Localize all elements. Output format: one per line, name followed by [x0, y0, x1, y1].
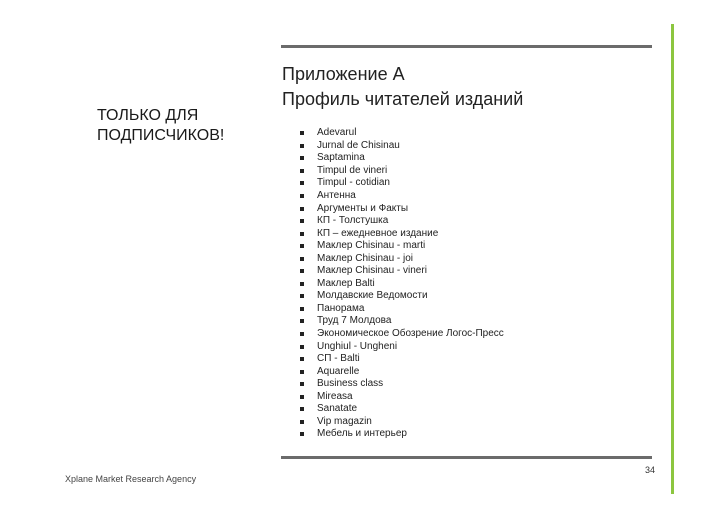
list-item — [300, 215, 504, 228]
bullet-icon — [300, 357, 304, 361]
list-item — [300, 202, 504, 215]
publication-name: Timpul - cotidian — [317, 177, 390, 189]
publication-name: Маклер Balti — [317, 277, 375, 289]
bullet-icon — [300, 382, 304, 386]
bullet-icon — [300, 294, 304, 298]
list-item — [300, 428, 504, 441]
publication-name: Молдавские Ведомости — [317, 290, 428, 302]
publication-name: Aquarelle — [317, 365, 360, 377]
publication-name: Панорама — [317, 302, 365, 314]
page-number: 34 — [645, 465, 656, 475]
bullet-icon — [300, 269, 304, 273]
list-item — [300, 303, 504, 316]
publication-name: Vip magazin — [317, 415, 372, 427]
title-line1: Приложение А — [282, 64, 405, 84]
bullet-icon — [300, 395, 304, 399]
bullet-icon — [300, 282, 304, 286]
publication-name: КП – ежедневное издание — [317, 227, 439, 239]
accent-bar — [671, 24, 674, 494]
publication-name: Mireasa — [317, 390, 353, 402]
publication-name: Труд 7 Молдова — [317, 315, 392, 327]
bullet-icon — [300, 370, 304, 374]
list-item — [300, 353, 504, 366]
list-item — [300, 227, 504, 240]
publication-name: Sanatate — [317, 403, 358, 415]
list-item — [300, 378, 504, 391]
bullet-icon — [300, 219, 304, 223]
bullet-icon — [300, 156, 304, 160]
subscriber-note-line1: ТОЛЬКО ДЛЯ — [97, 107, 199, 124]
title-line2: Профиль читателей изданий — [282, 89, 524, 109]
bullet-icon — [300, 232, 304, 236]
publication-name: Антенна — [317, 190, 356, 201]
list-item — [300, 190, 504, 203]
bullet-icon — [300, 207, 304, 211]
footer-agency: Xplane Market Research Agency — [65, 474, 197, 484]
bottom-divider — [281, 456, 652, 459]
bullet-icon — [300, 144, 304, 148]
list-item — [300, 403, 504, 416]
bullet-icon — [300, 345, 304, 349]
publication-name: Маклер Chisinau - joi — [317, 252, 414, 264]
bullet-icon — [300, 407, 304, 411]
list-item — [300, 290, 504, 303]
publication-name: Мебель и интерьер — [317, 428, 407, 440]
publication-name: Business class — [317, 378, 384, 390]
list-item — [300, 265, 504, 278]
bullet-icon — [300, 257, 304, 261]
list-item — [300, 365, 504, 378]
list-item — [300, 315, 504, 328]
publication-name: Аргументы и Факты — [317, 202, 409, 214]
publication-name: Saptamina — [317, 152, 365, 164]
bullet-icon — [300, 307, 304, 311]
bullet-icon — [300, 432, 304, 436]
bullet-icon — [300, 332, 304, 336]
list-item — [300, 278, 504, 291]
list-item — [300, 340, 504, 353]
list-item — [300, 140, 504, 153]
bullet-icon — [300, 319, 304, 323]
publication-name: Adevarul — [317, 127, 357, 139]
publication-name: Экономическое Обозрение Логос-Пресс — [317, 328, 504, 340]
list-item — [300, 127, 504, 140]
bullet-icon — [300, 194, 304, 198]
publication-name: КП - Толстушка — [317, 215, 389, 227]
publication-name: СП - Balti — [317, 353, 360, 365]
bullet-icon — [300, 181, 304, 185]
subscriber-only-note — [97, 106, 224, 146]
publication-name: Jurnal de Chisinau — [317, 139, 400, 151]
bullet-icon — [300, 244, 304, 248]
list-item — [300, 152, 504, 165]
subscriber-note-line2: ПОДПИСЧИКОВ! — [97, 127, 225, 144]
publication-name: Маклер Chisinau - marti — [317, 240, 426, 252]
publication-name: Unghiul - Ungheni — [317, 340, 398, 352]
publication-name: Маклер Chisinau - vineri — [317, 265, 427, 277]
bullet-icon — [300, 420, 304, 424]
list-item — [300, 240, 504, 253]
top-divider — [281, 45, 652, 48]
publication-name: Timpul de vineri — [317, 164, 388, 176]
list-item — [300, 252, 504, 265]
page-title — [282, 62, 523, 112]
bullet-icon — [300, 131, 304, 135]
list-item — [300, 328, 504, 341]
bullet-icon — [300, 169, 304, 173]
publication-list — [300, 127, 504, 441]
list-item — [300, 177, 504, 190]
list-item — [300, 416, 504, 429]
list-item — [300, 390, 504, 403]
list-item — [300, 165, 504, 178]
